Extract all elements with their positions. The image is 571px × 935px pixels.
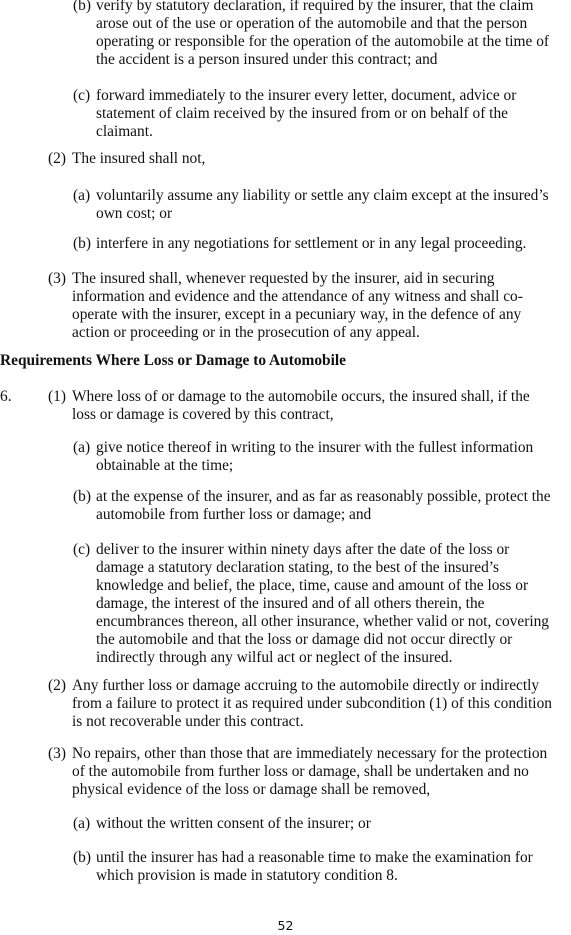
clause-text bbox=[96, 187, 571, 223]
text-line: forward immediately to the insurer every letter, document, advice or bbox=[96, 87, 517, 104]
text-line: verify by statutory declaration, if required by the insurer, that the claim bbox=[96, 0, 534, 14]
text-line: of the automobile from further loss or damage, shall be undertaken and no bbox=[72, 763, 529, 780]
clause-label: (c) bbox=[73, 541, 91, 558]
clause-text bbox=[96, 235, 571, 253]
clause-text bbox=[96, 849, 571, 885]
clause-label: (b) bbox=[73, 849, 91, 866]
clause-text bbox=[96, 488, 571, 524]
text-line: give notice thereof in writing to the insurer with the fullest information bbox=[96, 439, 534, 456]
text-line: is not recoverable under this contract. bbox=[72, 713, 304, 730]
text-line: deliver to the insurer within ninety days after the date of the loss or bbox=[96, 541, 510, 558]
text-line: interfere in any negotiations for settlement or in any legal proceeding. bbox=[96, 235, 527, 252]
text-line: without the written consent of the insurer; or bbox=[96, 815, 371, 832]
text-line: The insured shall not, bbox=[72, 150, 206, 167]
text-line: automobile from further loss or damage; and bbox=[96, 506, 372, 523]
text-line: physical evidence of the loss or damage shall be removed, bbox=[72, 781, 431, 798]
page-number: 52 bbox=[277, 918, 294, 933]
clause-label: (a) bbox=[73, 187, 91, 204]
clause-label: (2) bbox=[48, 677, 66, 694]
text-line: voluntarily assume any liability or settle any claim except at the insured’s bbox=[96, 187, 549, 204]
text-line: from a failure to protect it as required under subcondition (1) of this condition bbox=[72, 695, 552, 712]
clause-text bbox=[96, 815, 571, 833]
clause-label: (b) bbox=[73, 488, 91, 505]
text-line: No repairs, other than those that are immediately necessary for the protection bbox=[72, 745, 548, 762]
clause-label: (a) bbox=[73, 815, 91, 832]
clause-label: (a) bbox=[73, 439, 91, 456]
clause-text bbox=[72, 388, 571, 424]
clause-text bbox=[72, 677, 571, 731]
clause-label: (b) bbox=[73, 0, 91, 14]
clause-text bbox=[72, 150, 571, 168]
clause-text bbox=[96, 439, 571, 475]
clause-label: (2) bbox=[48, 150, 66, 167]
clause-label: (c) bbox=[73, 87, 91, 104]
text-line: at the expense of the insurer, and as far as reasonably possible, protect the bbox=[96, 488, 551, 505]
text-line: obtainable at the time; bbox=[96, 457, 234, 474]
clause-text bbox=[72, 745, 571, 799]
text-line: information and evidence and the attendance of any witness and shall co- bbox=[72, 288, 523, 305]
text-line: action or proceeding or in the prosecution of any appeal. bbox=[72, 324, 420, 341]
text-line: operate with the insurer, except in a pecuniary way, in the defence of any bbox=[72, 306, 522, 323]
clause-text bbox=[96, 87, 571, 141]
clause-label: (3) bbox=[48, 745, 66, 762]
text-line: which provision is made in statutory condition 8. bbox=[96, 867, 398, 884]
text-line: statement of claim received by the insured from or on behalf of the bbox=[96, 105, 508, 122]
text-line: until the insurer has had a reasonable time to make the examination for bbox=[96, 849, 533, 866]
text-line: The insured shall, whenever requested by the insurer, aid in securing bbox=[72, 270, 495, 287]
text-line: the accident is a person insured under this contract; and bbox=[96, 51, 438, 68]
text-line: claimant. bbox=[96, 123, 153, 140]
clause-text bbox=[72, 270, 571, 342]
text-line: damage, the interest of the insured and of all others therein, the bbox=[96, 595, 485, 612]
text-line: Where loss of or damage to the automobile occurs, the insured shall, if the bbox=[72, 388, 530, 405]
text-line: loss or damage is covered by this contract, bbox=[72, 406, 334, 423]
text-line: the automobile and that the loss or damage did not occur directly or bbox=[96, 631, 513, 648]
text-line: Any further loss or damage accruing to the automobile directly or indirectly bbox=[72, 677, 540, 694]
text-line: arose out of the use or operation of the automobile and that the person bbox=[96, 15, 528, 32]
text-line: encumbrances thereon, all other insurance, whether valid or not, covering bbox=[96, 613, 549, 630]
clause-text bbox=[96, 541, 571, 667]
clause-label: (1) bbox=[48, 388, 66, 405]
clause-text bbox=[96, 0, 571, 69]
clause-label: (3) bbox=[48, 270, 66, 287]
clause-label: (b) bbox=[73, 235, 91, 252]
clause-label: 6. bbox=[0, 388, 12, 405]
text-line: indirectly through any wilful act or neglect of the insured. bbox=[96, 649, 453, 666]
text-line: operating or responsible for the operation of the automobile at the time of bbox=[96, 33, 550, 50]
text-line: damage a statutory declaration stating, to the best of the insured’s bbox=[96, 559, 500, 576]
section-heading: Requirements Where Loss or Damage to Automobile bbox=[0, 352, 346, 369]
text-line: own cost; or bbox=[96, 205, 173, 222]
text-line: knowledge and belief, the place, time, cause and amount of the loss or bbox=[96, 577, 529, 594]
